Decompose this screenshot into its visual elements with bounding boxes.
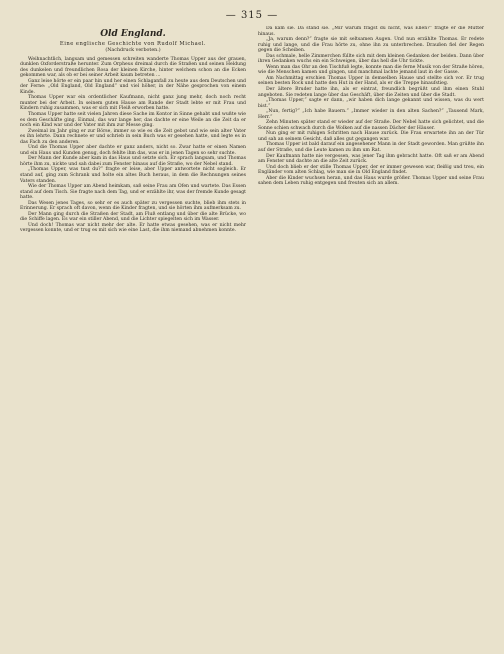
page-header: [20, 6, 484, 24]
page-number: — 315 —: [225, 9, 279, 21]
paragraph: Thomas Upper ist bald darauf ein angesehener Mann in der Stadt geworden. Man grüßte ihn auf der Straße, und die Leute kamen zu ihm um Rat.: [258, 142, 484, 154]
paragraph: Thomas Upper hatte seit vielen Jahren diese Sache im Kontor in Sinne gehabt und wußte wie es dem Geschäfte ging. Einmal, das war lange her, das dachte er eine Weile an die Zeit da er noch ein Kind war und der Vater mit ihm zur Messe ging.: [20, 111, 246, 129]
paragraph: Nun ging er mit ruhigen Schritten nach Hause zurück. Die Frau erwartete ihn an der Tür und sah an seinem Gesicht, daß alles gut gegangen war.: [258, 131, 484, 142]
paragraph: „Ja, warum denn?” fragte sie mit seltsamen Augen. Und nun erzählte Thomas. Er redete ruhig und lange, und die Frau hörte zu, ohne ihn zu unterbrechen. Draußen fiel der Regen gegen die Scheiben.: [258, 37, 484, 54]
paragraph: Thomas Upper war ein ordentlicher Kaufmann, nicht ganz jung mehr, doch noch recht munter bei der Arbeit. In seinem guten Hause am Rande der Stadt lebte er mit Frau und Kindern ruhig zusammen, was er sich mit Fleiß erworben hatte.: [20, 95, 246, 112]
paragraph: Das schmale, helle Zimmerchen füllte sich mit dem kleinen Gedanken der beiden. Dann über ihren Gedanken wuchs ein ein Schweigen, über das hell die Uhr tickte.: [258, 53, 484, 65]
paragraph: Das Wesen jenes Tages, so sehr er es auch später zu vergessen suchte, blieb ihm stets in Erinnerung. Er sprach oft davon, wenn die Kinder fragten, und sie hörten ihm aufmerksam zu.: [20, 200, 246, 212]
paragraph: „Thomas Upper, was tust du?” fragte er leise, aber Upper antwortete nicht sogleich. Er stand auf, ging zum Schrank und holte ein altes Buch heraus, in dem die Rechnungen seines Vaters standen.: [20, 167, 246, 184]
story-subtitle: Eine englische Geschichte von Rudolf Michael.: [59, 41, 207, 47]
column-right: [258, 26, 484, 646]
paragraph: Wie der Thomas Upper am Abend heimkam, saß seine Frau am Ofen und wartete. Das Essen stand auf dem Tisch. Sie fragte nach dem Tag, und er erzählte ihr, was der fremde Kunde gesagt hatte.: [20, 184, 246, 201]
reprint-note: (Nachdruck verboten.): [105, 48, 161, 53]
story-title: Old England.: [100, 29, 166, 39]
paragraph: Der Mann der Kunde aber kam in das Haus und setzte sich. Er sprach langsam, und Thomas hörte ihm zu, nickte und sah dabei zum Fenster hinaus auf die Straße, wo der Nebel stand.: [20, 156, 246, 167]
paragraph: Zehn Minuten später stand er wieder auf der Straße. Der Nebel hatte sich gelichtet, und die Sonne schien schwach durch die Wolken auf die nassen Dächer der Häuser.: [258, 120, 484, 131]
paragraph: Und doch blieb er der stille Thomas Upper, der er immer gewesen war, fleißig und treu, ein Engländer vom alten Schlag, wie man sie in Old England findet.: [258, 164, 484, 176]
paragraph: Der ältere Bruder hatte ihn, als er eintrat, freundlich begrüßt und ihm einen Stuhl angeboten. Sie redeten lange über das Geschäft, über die Zeiten und über die Stadt.: [258, 87, 484, 98]
paragraph: Am Nachmittag erschien Thomas Upper in demselben Hause und stellte sich vor. Er trug seinen besten Rock und hatte den Hut in der Hand, als er die Treppe hinaufstieg.: [258, 75, 484, 87]
paragraph: Ganz leise hörte er ein paar hin und her einen Schlaganfall zu heute aus dem Deutschen und der Ferne: „Old England, Old England” und viel höher, in der Nähe gesprochen von einem Kinde.: [20, 78, 246, 95]
paragraph: Und die Thomas Upper aber dachte er ganz anders, nicht so. Zwar hatte er einen Namen und ein Haus und Kunden genug, doch fehlte ihm das, was er in jenen Tagen so sehr suchte.: [20, 145, 246, 156]
paragraph: Weihnachtlich, langsam und gemessen schreiten wanderte Thomas Upper aus der grauen, dunklen Oxforderstraße herunter. Zum Orpheus dreimal durch die Straßen und seinen Heldung des dunkelen und freundlichen Rosa der kleinen Kirche, hinter welchem schon an die Ecken gekommen war, als ob er bei seiner Arbeit kaum betreten ...: [20, 56, 246, 79]
paragraph: „Thomas Upper,” sagte er dann, „wir haben dich lange gekannt und wissen, was du wert bist.”: [258, 98, 484, 109]
paragraph: Zweimal im Jahr ging er zur Börse, immer so wie es die Zeit gebot und wie sein alter Vater es ihn lehrte. Dann rechnete er und schrieb in sein Buch was er gesehen hatte, und legte es in das Fach zu den anderen.: [20, 128, 246, 145]
column-left: [20, 26, 246, 646]
paragraph: Und doch! Thomas war nicht mehr der alte. Er hatte etwas gesehen, was er nicht mehr vergessen konnte, und er trug es mit sich wie eine Last, die ihm niemand abnehmen konnte.: [20, 222, 246, 234]
paragraph: Der Kaufmann hatte nie vergessen, was jener Tag ihm gebracht hatte. Oft saß er am Abend am Fenster und dachte an die alte Zeit zurück.: [258, 153, 484, 165]
paragraph: Der Mann ging durch die Straßen der Stadt, am Fluß entlang und über die alte Brücke, wo die Schiffe lagen. Es war ein stiller Abend, und die Lichter spiegelten sich im Wasser.: [20, 211, 246, 223]
paragraph: Wenn man das Ohr an den Tischfuß legte, konnte man die ferne Musik von der Straße hören, wie die Menschen kamen und gingen, und manchmal lachte jemand laut in der Gasse.: [258, 64, 484, 76]
paragraph: Da kam sie. Da stand sie. „Mir warum fragst du nicht, was Ellen?” fragte er die Mutter hinaus.: [258, 26, 484, 37]
paragraph: „Nun, fertig?” „Ich habe Bauern.” „Immer wieder in den alten Sachen?” „Tausend Mark, Herr.”: [258, 109, 484, 120]
text-columns: [20, 26, 484, 646]
paragraph: Aber die Kinder wuchsen heran, und das Haus wurde größer. Thomas Upper und seine Frau sahen dem Leben ruhig entgegen und freuten sich an allem.: [258, 175, 484, 187]
